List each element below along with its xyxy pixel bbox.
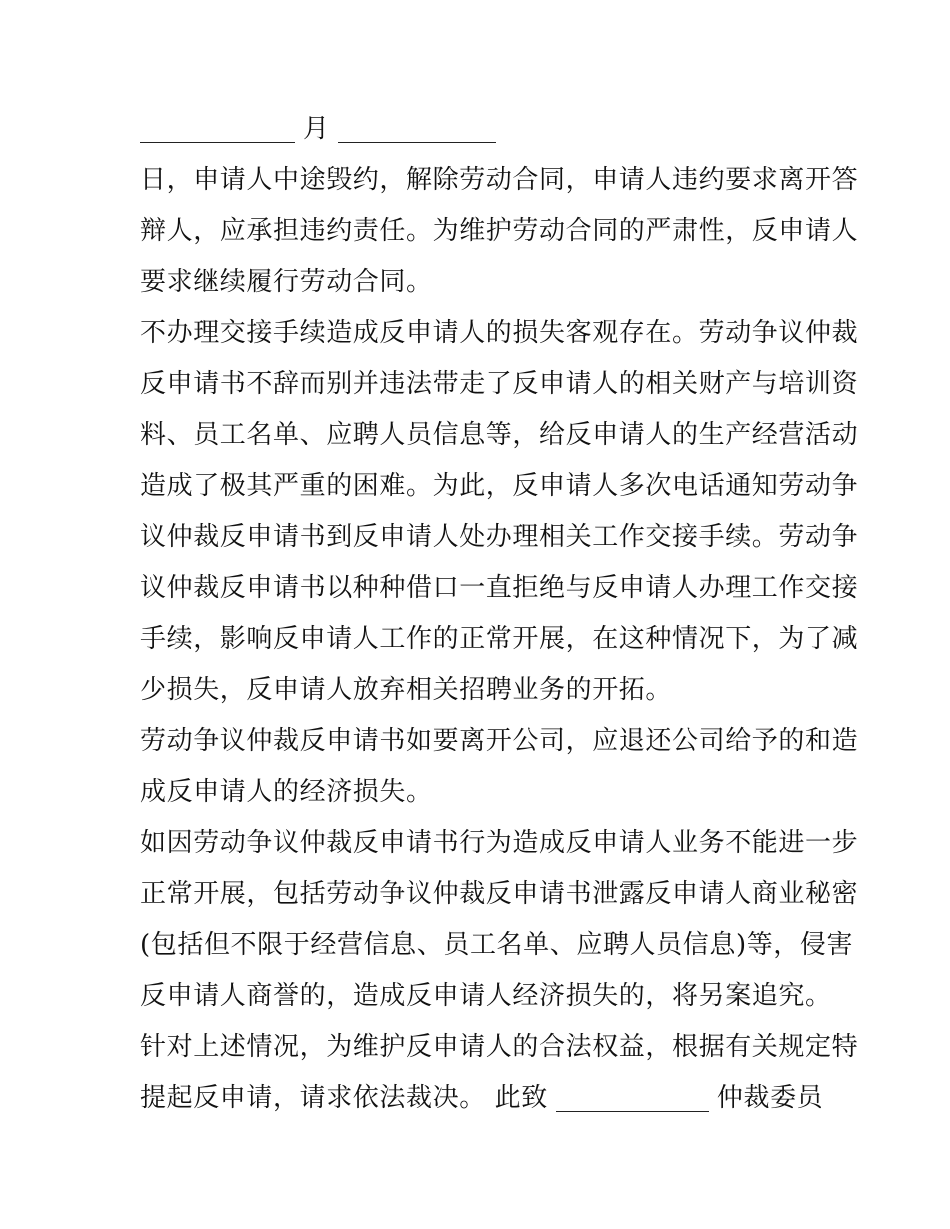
text-line: (包括但不限于经营信息、员工名单、应聘人员信息)等，侵害: [140, 930, 854, 960]
blank-day-field: [338, 112, 496, 143]
text-line: 料、员工名单、应聘人员信息等，给反申请人的生产经营活动: [140, 420, 859, 450]
text-line: 议仲裁反申请书到反申请人处办理相关工作交接手续。劳动争: [140, 522, 859, 552]
text-line: 不办理交接手续造成反申请人的损失客观存在。劳动争议仲裁: [140, 318, 859, 348]
document-body: [140, 104, 859, 1124]
text-line: 造成了极其严重的困难。为此，反申请人多次电话通知劳动争: [140, 471, 859, 501]
date-line: [140, 104, 820, 155]
text-line: 成反申请人的经济损失。: [140, 777, 433, 807]
text-line: 劳动争议仲裁反申请书如要离开公司，应退还公司给予的和造: [140, 726, 859, 756]
text-line: 如因劳动争议仲裁反申请书行为造成反申请人业务不能进一步: [140, 828, 859, 858]
blank-year-field: [140, 112, 295, 143]
text-line: 反申请书不辞而别并违法带走了反申请人的相关财产与培训资: [140, 369, 859, 399]
month-label: 月: [303, 114, 330, 144]
text-line: 反申请人商誉的，造成反申请人经济损失的，将另案追究。: [140, 981, 832, 1011]
closing-text: 提起反申请，请求依法裁决。 此致: [140, 1083, 548, 1113]
closing-line: [140, 1073, 824, 1124]
text-line: 要求继续履行劳动合同。: [140, 267, 433, 297]
text-line: 正常开展，包括劳动争议仲裁反申请书泄露反申请人商业秘密: [140, 879, 859, 909]
text-line: 议仲裁反申请书以种种借口一直拒绝与反申请人办理工作交接: [140, 573, 859, 603]
text-line: 日，申请人中途毁约，解除劳动合同，申请人违约要求离开答: [140, 165, 859, 195]
text-line: 辩人，应承担违约责任。为维护劳动合同的严肃性，反申请人: [140, 216, 859, 246]
committee-label: 仲裁委员: [716, 1083, 824, 1113]
text-line: 针对上述情况，为维护反申请人的合法权益，根据有关规定特: [140, 1032, 859, 1062]
text-line: 手续，影响反申请人工作的正常开展，在这种情况下，为了减: [140, 624, 859, 654]
text-line: 少损失，反申请人放弃相关招聘业务的开拓。: [140, 675, 673, 705]
blank-committee-field: [556, 1081, 709, 1112]
